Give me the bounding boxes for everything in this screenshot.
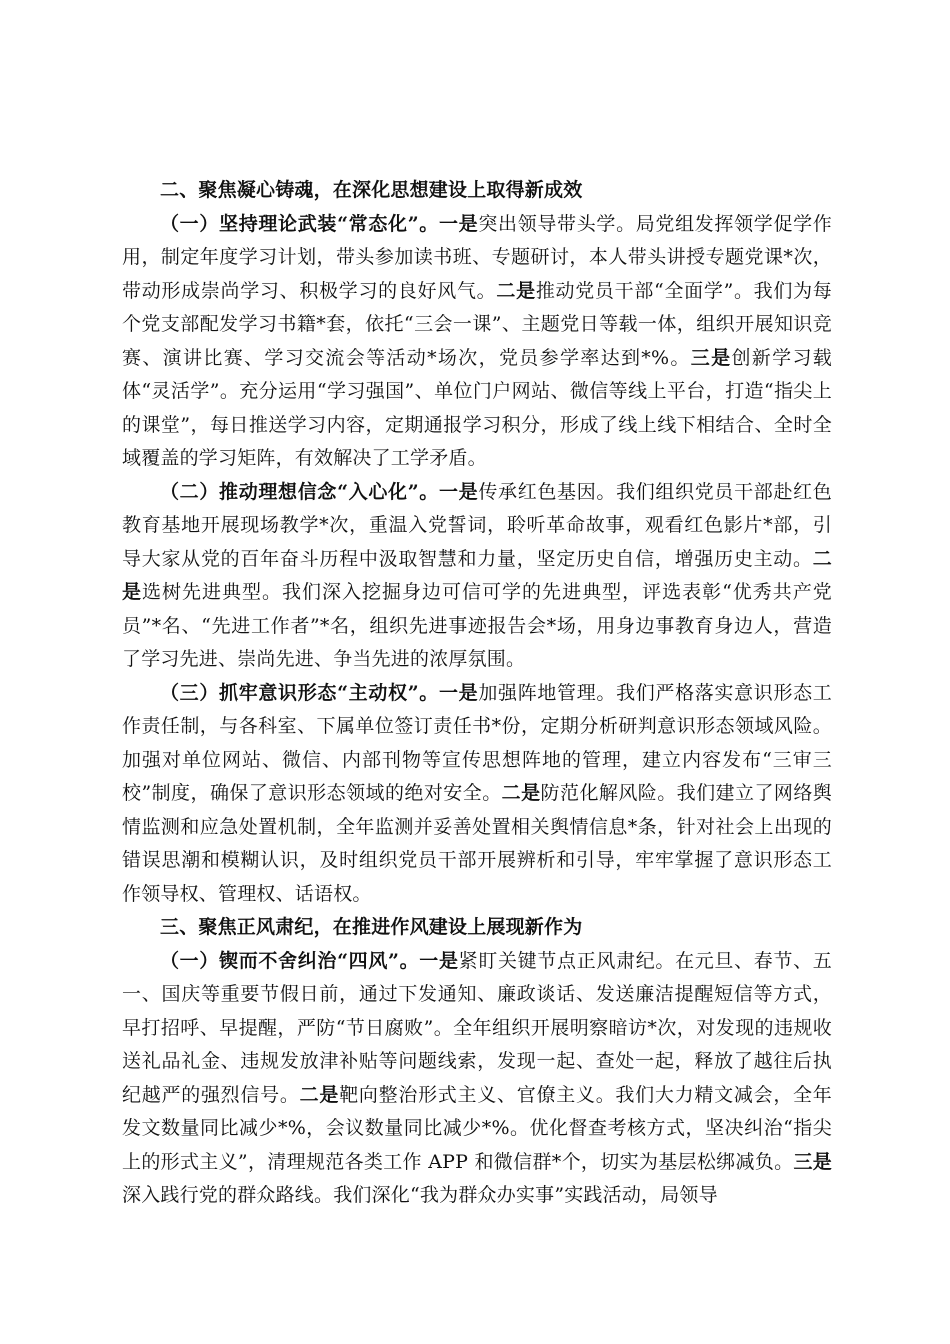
paragraph-2-1: [122, 208, 832, 476]
bold-run: 二是: [122, 547, 832, 603]
text-run: 紧盯关键节点正风肃纪。在元旦、春节、五一、国庆等重要节假日前，通过下发通知、廉政谈话、发送廉洁提醒短信等方式，早打招呼、早提醒，严防“节日腐败”。全年组织开展明察暗访*次，对发现的违规收送礼品礼金、违规发放津补贴等问题线索，发现一起、查处一起，释放了越往后执纪越严的强烈信号。: [122, 949, 832, 1106]
bold-run: 一是: [438, 212, 479, 235]
section-heading-2: 二、聚焦凝心铸魂，在深化思想建设上取得新成效: [160, 179, 583, 201]
bold-run: 一是: [438, 681, 479, 704]
text-run: 传承红色基因。我们组织党员干部赴红色教育基地开展现场教学*次，重温入党誓词，聆听革命故事，观看红色影片*部，引导大家从党的百年奋斗历程中汲取智慧和力量，坚定历史自信，增强历史主动。: [122, 480, 833, 570]
bold-run: 一是: [419, 949, 459, 972]
paragraph-2-2: [122, 476, 832, 677]
bold-run: 二是: [501, 782, 541, 804]
bold-run: 一是: [438, 480, 479, 503]
paragraph-3-1: [122, 945, 832, 1213]
bold-run: （二）推动理想信念“入心化”。: [160, 480, 439, 503]
text-run: 加强阵地管理。我们严格落实意识形态工作责任制，与各科室、下属单位签订责任书*份，定期分析研判意识形态领域风险。加强对单位网站、微信、内部刊物等宣传思想阵地的管理，建立内容发布“三审三校”制度，确保了意识形态领域的绝对安全。: [122, 681, 833, 804]
text-run: 选树先进典型。我们深入挖掘身边可信可学的先进典型，评选表彰“优秀共产党员”*名、“先进工作者”*名，组织先进事迹报告会*场，用身边事教育身边人，营造了学习先进、崇尚先进、争当先进的浓厚氛围。: [122, 581, 833, 670]
document-body: [122, 174, 832, 1213]
bold-run: 三是: [690, 346, 732, 369]
text-run: 推动党员干部“全面学”。我们为每个党支部配发学习书籍*套，依托“三会一课”、主题党日等载一体，组织开展知识竞赛、演讲比赛、学习交流会等活动*场次，党员参学率达到*%。: [122, 279, 832, 369]
text-run: 深入践行党的群众路线。我们深化“我为群众办实事”实践活动，局领导: [122, 1184, 718, 1206]
paragraph-2-3: [122, 677, 832, 912]
text-run: 防范化解风险。我们建立了网络舆情监测和应急处置机制，全年监测并妥善处置相关舆情信息*条，针对社会上出现的错误思潮和模糊认识，及时组织党员干部开展辨析和引导，牢牢掌握了意识形态工作领导权、管理权、话语权。: [122, 782, 832, 905]
text-run: 创新学习载体“灵活学”。充分运用“学习强国”、单位门户网站、微信等线上平台，打造“指尖上的课堂”，每日推送学习内容，定期通报学习积分，形成了线上线下相结合、全时全域覆盖的学习矩阵，有效解决了工学矛盾。: [122, 346, 832, 469]
bold-run: 二是: [299, 1083, 340, 1106]
section-heading-3: 三、聚焦正风肃纪，在推进作风建设上展现新作为: [160, 916, 583, 938]
text-run: 突出领导带头学。局党组发挥领学促学作用，制定年度学习计划，带头参加读书班、专题研讨，本人带头讲授专题党课*次，带动形成崇尚学习、积极学习的良好风气。: [122, 212, 833, 302]
bold-run: （一）坚持理论武装“常态化”。: [160, 212, 439, 235]
text-run: 靶向整治形式主义、官僚主义。我们大力精文减会，全年发文数量同比减少*%，会议数量同比减少*%。优化督查考核方式，坚决纠治“指尖上的形式主义”，清理规范各类工作 APP 和微信群*个，切实为基层松绑减负。: [122, 1083, 832, 1173]
bold-run: （三）抓牢意识形态“主动权”。: [160, 681, 439, 704]
bold-run: 三是: [793, 1150, 832, 1173]
bold-run: 二是: [496, 279, 536, 302]
bold-run: （一）锲而不舍纠治“四风”。: [160, 949, 420, 972]
